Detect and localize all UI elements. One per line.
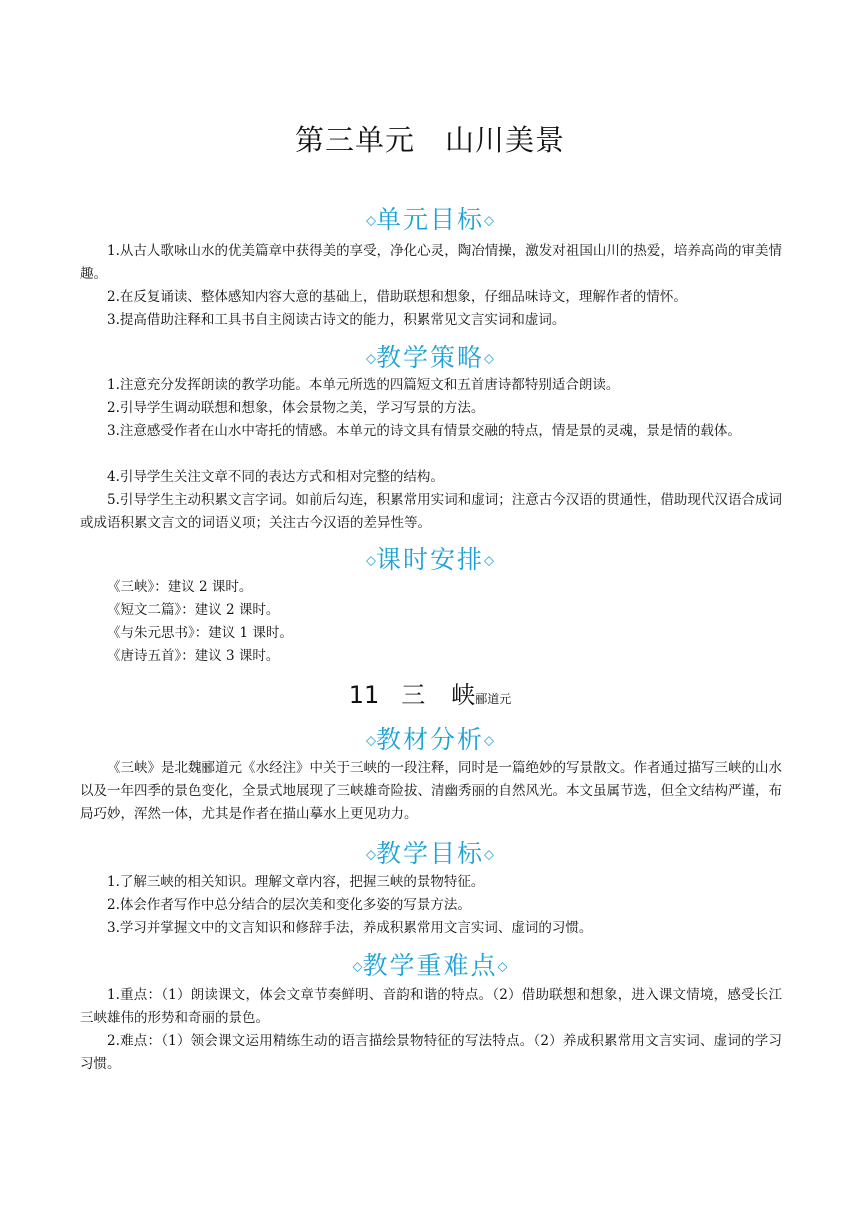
strategy-item: 3.注意感受作者在山水中寄托的情感。本单元的诗文具有情景交融的特点，情是景的灵魂，景是情的载体。 [107,423,741,439]
schedule-item: 《三峡》：建议 2 课时。 [107,579,253,595]
section-heading-text: 教学策略 [375,343,484,372]
unit-goal-item: 3.提高借助注释和工具书自主阅读古诗文的能力，积累常见文言实词和虚词。 [107,312,566,328]
lesson-title-char: 峡 [451,681,476,709]
schedule-item: 《唐诗五首》：建议 3 课时。 [107,648,280,664]
difficult-point-item: 2.难点：（1）领会课文运用精练生动的语言描绘景物特征的写法特点。（2）养成积累常用文言实词、虚词的学习习惯。 [80,1033,782,1072]
section-heading-teaching-strategy [0,338,860,374]
diamond-icon: ◇ [365,351,376,367]
lesson-title [0,675,860,710]
section-heading-material-analysis [0,720,860,756]
lesson-number: 11 [348,681,380,709]
diamond-icon: ◇ [365,847,376,863]
diamond-icon: ◇ [484,553,494,569]
schedule-item: 《与朱元思书》：建议 1 课时。 [107,625,293,641]
section-heading-text: 教学目标 [375,839,484,868]
teaching-goal-item: 2.体会作者写作中总分结合的层次美和变化多姿的写景方法。 [107,897,471,913]
section-heading-schedule [0,540,860,576]
section-heading-teaching-goals [0,834,860,870]
key-point-item: 1.重点：（1）朗读课文，体会文章节奏鲜明、音韵和谐的特点。（2）借助联想和想象，进入课文情境，感受长江三峡雄伟的形势和奇丽的景色。 [80,987,782,1026]
unit-goal-item: 2.在反复诵读、整体感知内容大意的基础上，借助联想和想象，仔细品味诗文，理解作者的情怀。 [107,289,687,305]
strategy-item: 5.引导学生主动积累文言字词。如前后勾连，积累常用实词和虚词；注意古今汉语的贯通性，借助现代汉语合成词或成语积累文言文的词语义项；关注古今汉语的差异性等。 [80,492,782,531]
section-heading-text: 单元目标 [375,205,484,234]
diamond-icon: ◇ [365,213,376,229]
section-heading-unit-goals [0,200,860,236]
diamond-icon: ◇ [497,959,508,975]
diamond-icon: ◇ [484,351,494,367]
section-heading-text: 教学重难点 [362,951,498,980]
strategy-item: 1.注意充分发挥朗读的教学功能。本单元所选的四篇短文和五首唐诗都特别适合朗读。 [107,377,620,393]
section-heading-text: 教材分析 [375,725,484,754]
diamond-icon: ◇ [365,733,376,749]
section-heading-text: 课时安排 [375,545,484,574]
lesson-title-char: 三 [401,681,426,709]
teaching-goal-item: 1.了解三峡的相关知识。理解文章内容，把握三峡的景物特征。 [107,874,485,890]
section-heading-key-difficult [0,946,860,982]
unit-title: 第三单元 山川美景 [294,123,565,157]
strategy-item: 2.引导学生调动联想和想象，体会景物之美，学习写景的方法。 [107,400,485,416]
diamond-icon: ◇ [484,213,494,229]
diamond-icon: ◇ [365,553,376,569]
diamond-icon: ◇ [484,733,494,749]
strategy-item: 4.引导学生关注文章不同的表达方式和相对完整的结构。 [107,469,444,485]
material-analysis-text: 《三峡》是北魏郦道元《水经注》中关于三峡的一段注释，同时是一篇绝妙的写景散文。作者通过描写三峡的山水以及一年四季的景色变化，全景式地展现了三峡雄奇险拔、清幽秀丽的自然风光。本文虽属节选，但全文结构严谨，布局巧妙，浑然一体，尤其是作者在描山摹水上更见功力。 [80,760,782,822]
lesson-author: 郦道元 [475,692,512,706]
schedule-item: 《短文二篇》：建议 2 课时。 [107,602,280,618]
diamond-icon: ◇ [352,959,363,975]
teaching-goal-item: 3.学习并掌握文中的文言知识和修辞手法，养成积累常用文言实词、虚词的习惯。 [107,920,593,936]
diamond-icon: ◇ [484,847,494,863]
unit-goal-item: 1.从古人歌咏山水的优美篇章中获得美的享受，净化心灵，陶冶情操，激发对祖国山川的热爱，培养高尚的审美情趣。 [80,243,782,282]
